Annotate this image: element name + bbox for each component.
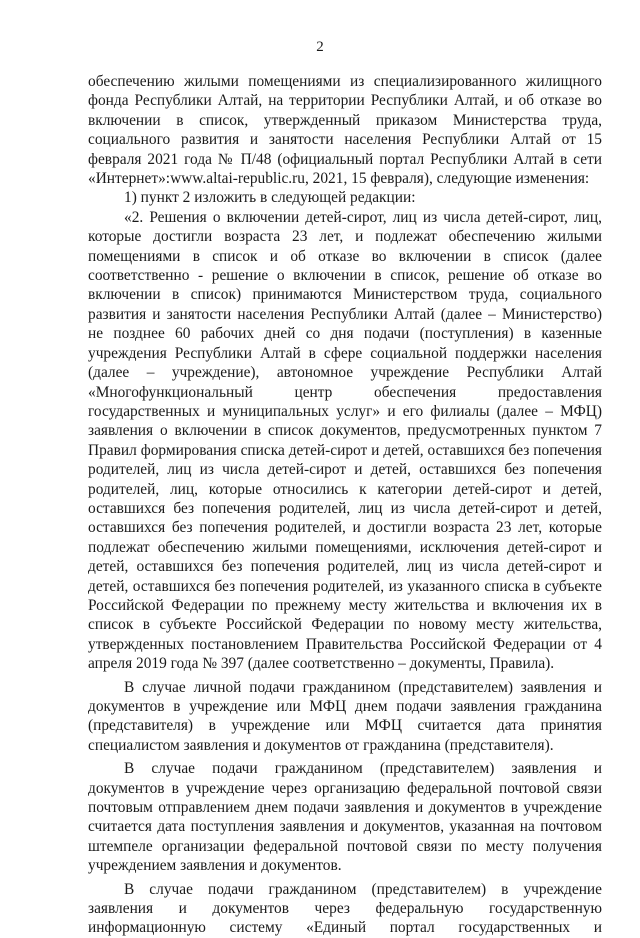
paragraph-clause-2: «2. Решения о включении детей-сирот, лиц из числа детей-сирот, лиц, которые достигли возраста 23 лет, и подлежат обеспечению жилыми помещениями в список и об отказе во включении в список (далее соответственно - решение о включении в список, решение об отказе во включении в список) принимаются Министерством труда, социального развития и занятости населения Республики Алтай (далее – Министерство) не позднее 60 рабочих дней со дня подачи (поступления) в казенные учреждения Республики Алтай в сфере социальной поддержки населения (далее – учреждение), автономное учреждение Республики Алтай «Многофункциональный центр обеспечения предоставления государственных и муниципальных услуг» и его филиалы (далее – МФЦ) заявления о включении в список документов, предусмотренных пунктом 7 Правил формирования списка детей-сирот и детей, оставшихся без попечения родителей, лиц из числа детей-сирот и детей, оставшихся без попечения родителей, лиц, которые относились к категории детей-сирот и детей, оставшихся без попечения родителей, лиц из числа детей-сирот и детей, оставшихся без попечения родителей, и достигли возраста 23 лет, которые подлежат обеспечению жилыми помещениями, исключения детей-сирот и детей, оставшихся без попечения родителей, лиц из числа детей-сирот и детей, оставшихся без попечения родителей, из указанного списка в субъекте Российской Федерации по прежнему месту жительства и включения их в список в субъекте Российской Федерации по новому месту жительства, утвержденных постановлением Правительства Российской Федерации от 4 апреля 2019 года № 397 (далее соответственно – документы, Правила). [88,208,602,673]
paragraph-continuation: обеспечению жилыми помещениями из специализированного жилищного фонда Республики Алтай, на территории Республики Алтай, и об отказе во включении в список, утвержденный приказом Министерства труда, социального развития и занятости населения Республики Алтай от 15 февраля 2021 года № П/48 (официальный портал Республики Алтай в сети «Интернет»:www.altai-republic.ru, 2021, 15 февраля), следующие изменения: [88,73,602,188]
paragraph-item-1: 1) пункт 2 изложить в следующей редакции: [124,189,416,207]
paragraph-personal-submission: В случае личной подачи гражданином (представителем) заявления и документов в учреждение или МФЦ днем подачи заявления гражданина (представителя) в учреждение или МФЦ считается дата принятия специалистом заявления и документов от гражданина (представителя). [88,678,602,754]
paragraph-portal-submission: В случае подачи гражданином (представителем) в учреждение заявления и документов через федеральную государственную информационную систему «Единый портал государственных и [88,880,602,937]
document-body [88,72,602,938]
page-number: 2 [316,39,324,55]
paragraph-postal-submission: В случае подачи гражданином (представителем) заявления и документов в учреждение через организацию федеральной почтовой связи почтовым отправлением днем подачи заявления и документов в учреждение считается дата поступления заявления и документов, указанная на почтовом штемпеле организации федеральной почтовой связи по месту получения учреждением заявления и документов. [88,760,602,875]
